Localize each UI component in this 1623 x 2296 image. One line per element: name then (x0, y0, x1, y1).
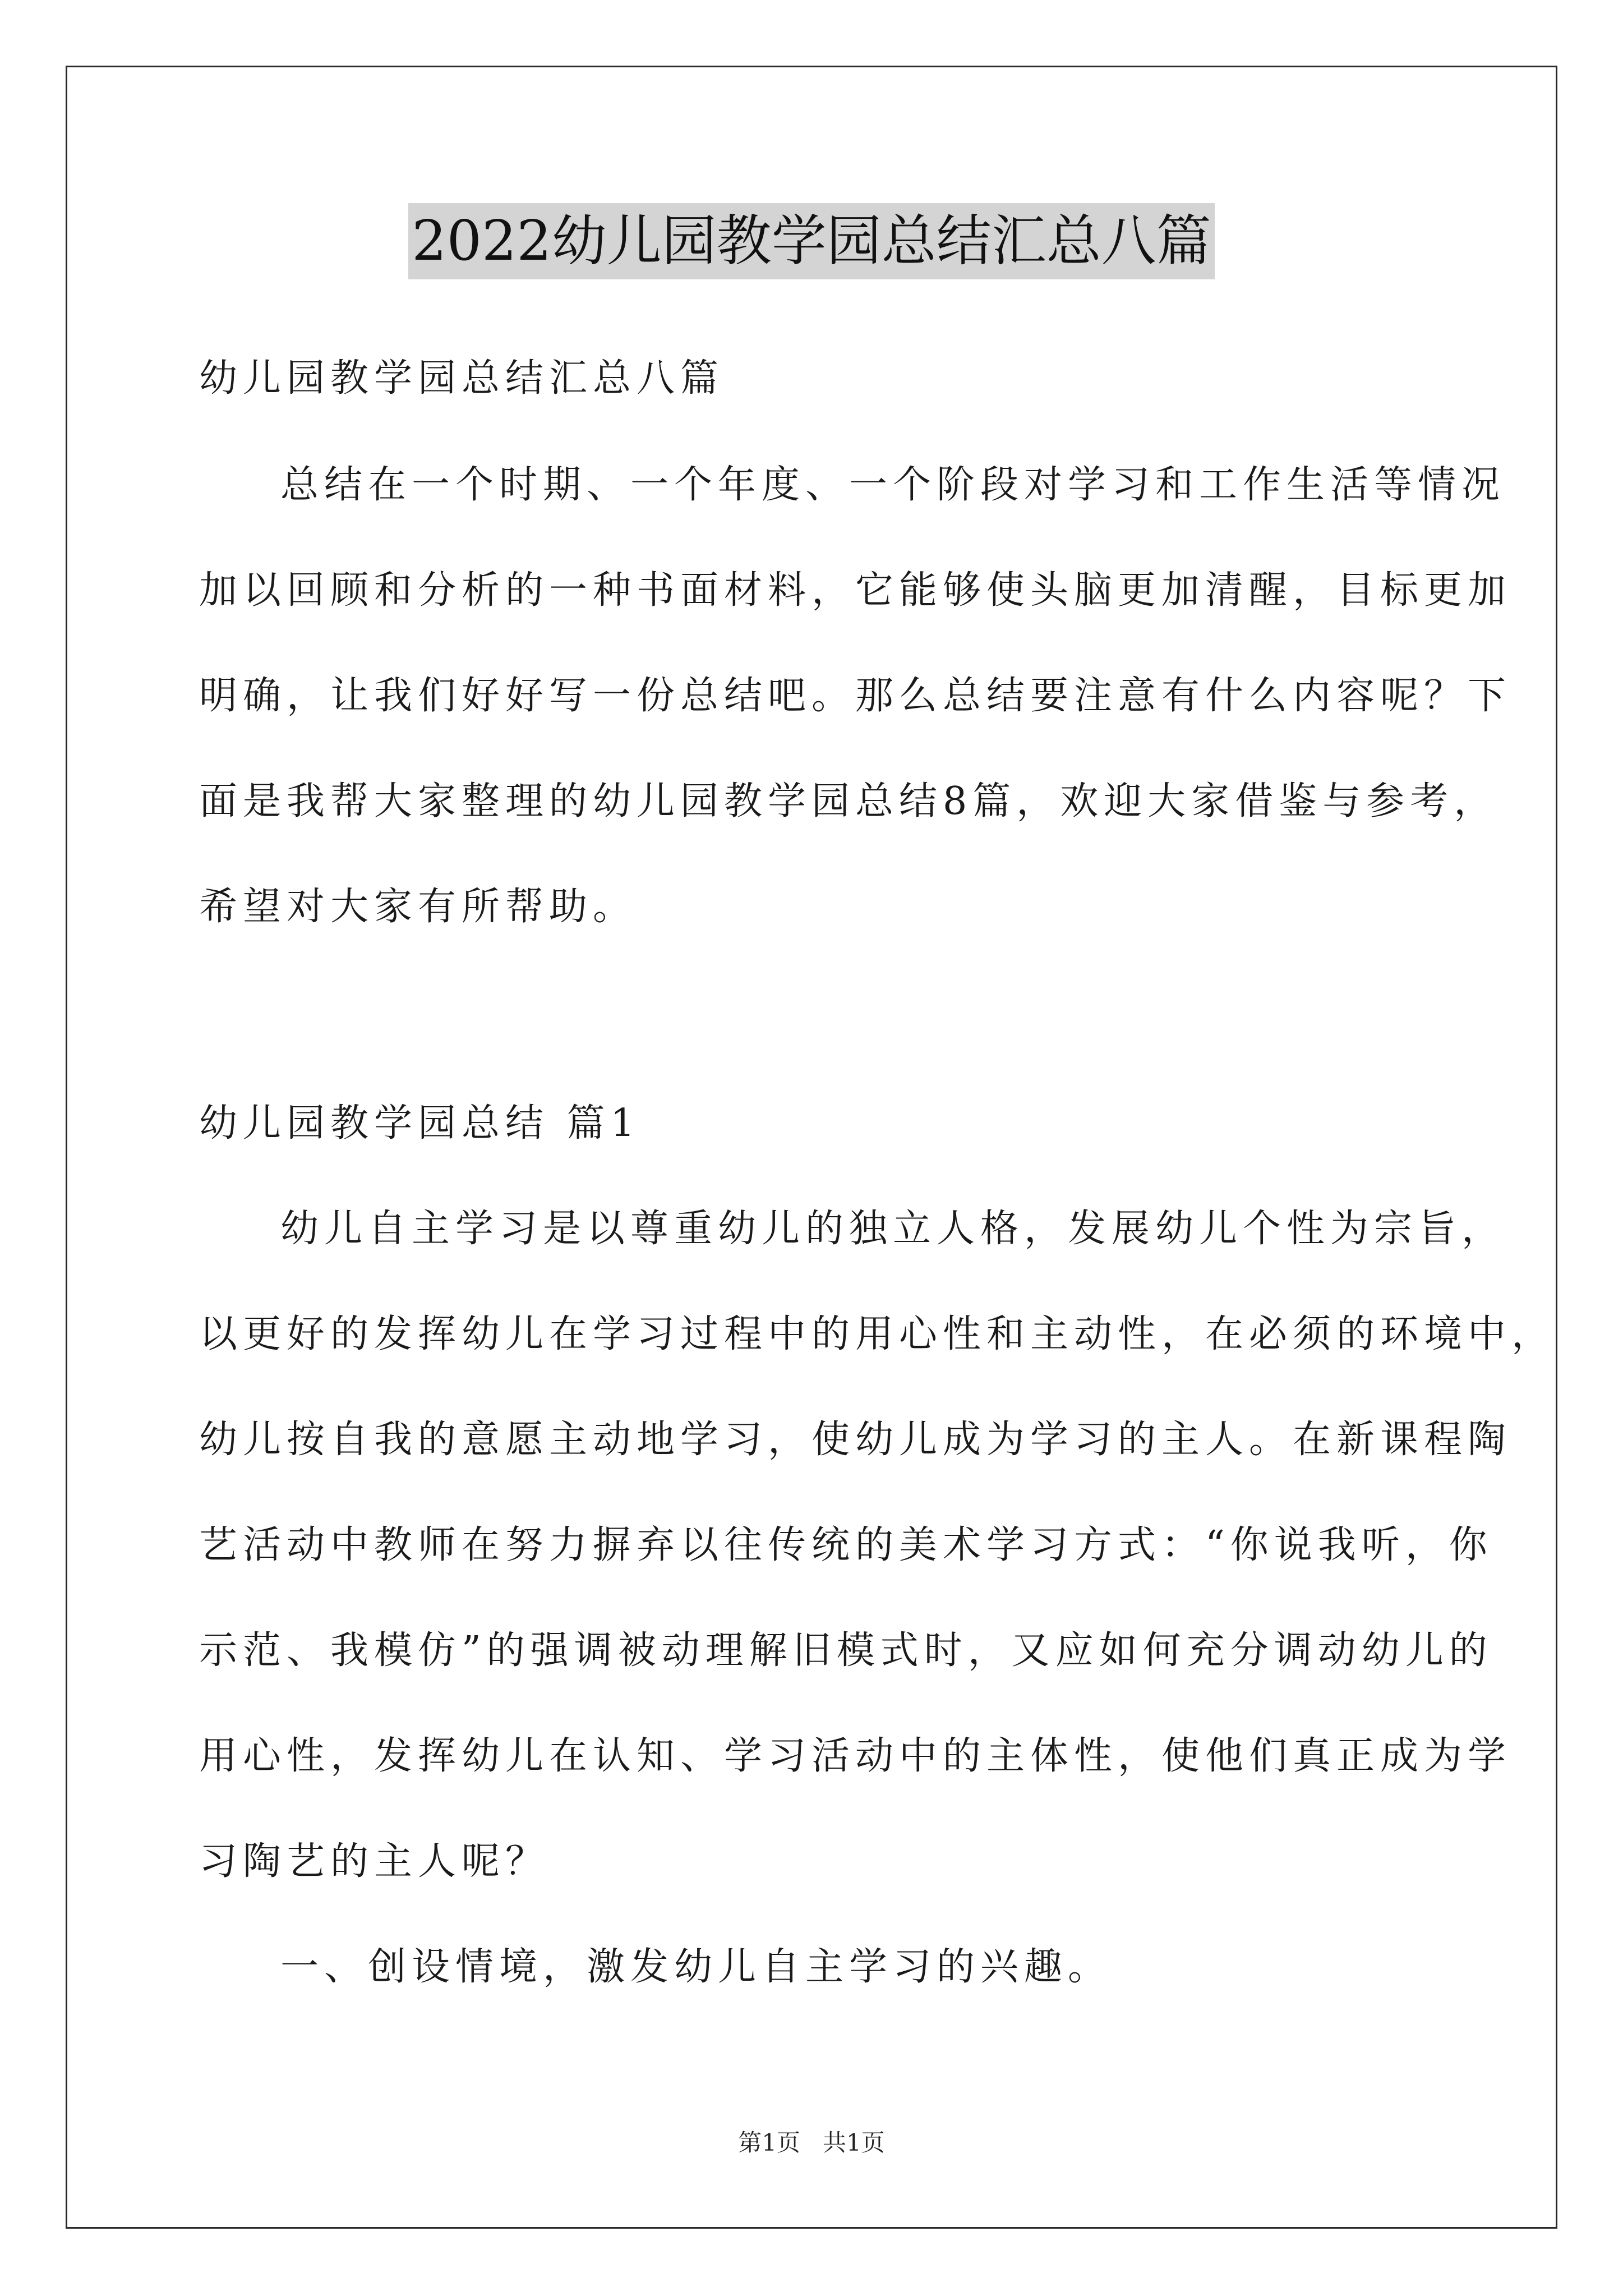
section-line: 习陶艺的主人呢？ (199, 1839, 550, 1884)
intro-line: 加以回顾和分析的一种书面材料，它能够使头脑更加清醒，目标更加 (199, 568, 1512, 613)
section-line: 示范、我模仿”的强调被动理解旧模式时，又应如何充分调动幼儿的 (199, 1628, 1493, 1673)
intro-line: 总结在一个时期、一个年度、一个阶段对学习和工作生活等情况 (280, 463, 1506, 507)
section-line: 幼儿自主学习是以尊重幼儿的独立人格，发展幼儿个性为宗旨， (280, 1207, 1506, 1251)
page-footer: 第1页 共1页 (738, 2129, 885, 2156)
section-line: 幼儿按自我的意愿主动地学习，使幼儿成为学习的主人。在新课程陶 (199, 1418, 1512, 1462)
intro-line: 希望对大家有所帮助。 (199, 885, 637, 929)
document-subtitle: 幼儿园教学园总结汇总八篇 (199, 356, 725, 401)
intro-line: 面是我帮大家整理的幼儿园教学园总结8篇，欢迎大家借鉴与参考， (199, 779, 1498, 823)
section-line: 艺活动中教师在努力摒弃以往传统的美术学习方式：“你说我听，你 (199, 1523, 1493, 1567)
section-line: 用心性，发挥幼儿在认知、学习活动中的主体性，使他们真正成为学 (199, 1734, 1512, 1778)
document-title: 2022幼儿园教学园总结汇总八篇 (408, 203, 1214, 279)
point-heading: 一、创设情境，激发幼儿自主学习的兴趣。 (280, 1945, 1112, 1989)
section-heading: 幼儿园教学园总结 篇1 (199, 1101, 640, 1145)
title-container (0, 203, 1623, 279)
intro-line: 明确，让我们好好写一份总结吧。那么总结要注意有什么内容呢？下 (199, 674, 1512, 718)
section-line: 以更好的发挥幼儿在学习过程中的用心性和主动性，在必须的环境中， (199, 1312, 1556, 1356)
